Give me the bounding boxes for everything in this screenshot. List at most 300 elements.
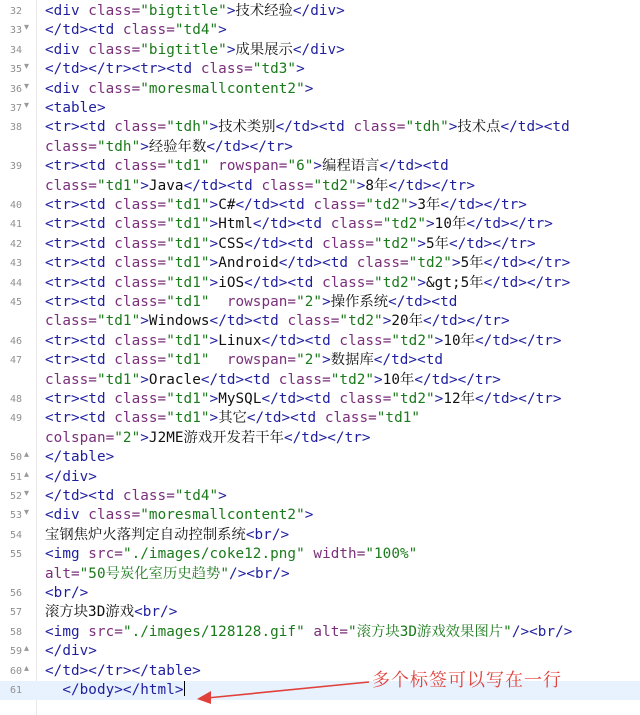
line-number: 45 — [9, 297, 22, 308]
code-token: 5年 — [460, 255, 484, 272]
code-text — [45, 448, 114, 467]
code-text — [45, 60, 305, 79]
line-number: 35 — [9, 64, 22, 76]
code-token: > — [417, 235, 427, 252]
code-token: alt= — [45, 565, 80, 582]
code-token: "滚方块3D游戏效果图片" — [348, 623, 512, 640]
code-token: </td><td — [235, 197, 314, 213]
code-token: </td><td — [45, 488, 123, 504]
code-token: J2ME游戏开发若干年 — [148, 429, 284, 446]
code-token: > — [322, 352, 331, 369]
code-token: class= — [114, 197, 167, 213]
code-text — [45, 41, 345, 60]
code-token: class= — [114, 255, 167, 272]
code-token: class= — [114, 158, 167, 175]
code-line[interactable] — [0, 409, 640, 428]
code-token: "td1" — [166, 255, 210, 272]
line-number: 55 — [9, 549, 22, 561]
code-token: > — [434, 332, 444, 349]
code-token: </td><td — [200, 371, 279, 388]
code-token: </td></tr> — [466, 216, 553, 233]
code-token: 滚方块3D游戏 — [45, 604, 135, 621]
code-token: </td><td — [500, 119, 570, 136]
code-token: "2" — [296, 352, 323, 369]
code-line[interactable] — [0, 60, 640, 79]
line-number: 52 — [9, 491, 22, 502]
code-token: "td2" — [330, 371, 375, 388]
code-token: class= — [339, 332, 392, 349]
code-text — [45, 487, 227, 506]
code-token: 10年 — [382, 371, 415, 388]
code-token: </body></html> — [45, 682, 184, 698]
code-token: > — [140, 313, 149, 330]
line-number: 56 — [9, 588, 22, 599]
code-token: <div — [45, 507, 89, 524]
code-token: </td></tr> — [206, 138, 293, 155]
code-token: "td3" — [252, 61, 297, 78]
code-token: alt= — [304, 623, 349, 640]
code-token: class= — [88, 80, 141, 97]
code-token: class= — [200, 61, 253, 78]
code-token: "td2" — [339, 313, 383, 330]
code-token: class= — [114, 235, 167, 252]
code-token: 8年 — [365, 177, 389, 194]
code-line[interactable] — [0, 642, 640, 661]
code-token: </td></tr> — [388, 177, 475, 194]
code-token: > — [451, 255, 461, 272]
code-token: <tr><td — [45, 216, 115, 233]
line-number: 60 — [9, 665, 22, 677]
line-number: 32 — [9, 6, 22, 17]
code-token: /><br/> — [511, 623, 573, 640]
code-line[interactable] — [0, 177, 640, 196]
line-number: 36 — [9, 83, 22, 95]
code-token: </td></tr> — [440, 197, 527, 213]
code-token: iOS — [218, 274, 245, 291]
line-number: 48 — [9, 394, 22, 405]
code-line[interactable] — [0, 584, 640, 603]
code-token: </td></tr> — [475, 332, 562, 349]
code-token: <tr><td — [45, 158, 115, 175]
line-number: 54 — [9, 529, 22, 541]
code-token: "td4" — [174, 22, 219, 39]
code-token: <table> — [45, 100, 106, 116]
code-token: </td><td — [278, 255, 357, 272]
code-token: "td2" — [365, 197, 409, 213]
code-line[interactable] — [0, 157, 640, 176]
fold-open-icon[interactable]: ▾ — [24, 507, 30, 519]
code-token: class= — [88, 507, 141, 524]
code-text — [45, 623, 572, 642]
code-token: > — [209, 410, 219, 427]
code-text — [45, 662, 201, 681]
code-token: > — [417, 274, 427, 291]
code-token: Oracle — [148, 371, 201, 388]
code-token: > — [140, 177, 149, 194]
code-text — [45, 99, 106, 118]
fold-close-icon[interactable]: ▴ — [24, 662, 30, 674]
code-token: </td></tr> — [483, 274, 571, 291]
code-token: "td1" — [166, 274, 210, 291]
code-line[interactable] — [0, 487, 640, 506]
code-token: > — [382, 313, 392, 330]
code-token: <tr><td — [45, 274, 115, 291]
code-line[interactable] — [0, 390, 640, 409]
code-text — [45, 80, 313, 99]
fold-open-icon[interactable]: ▾ — [24, 61, 30, 73]
code-text — [45, 409, 420, 428]
code-token: rowspan= — [209, 158, 288, 175]
text-cursor — [184, 681, 185, 696]
code-text — [45, 351, 443, 370]
code-token: 10年 — [434, 216, 467, 233]
code-text — [45, 545, 417, 564]
code-token: > — [218, 22, 227, 39]
code-line[interactable] — [0, 351, 640, 370]
code-token: Windows — [148, 313, 210, 330]
code-token: <tr><td — [45, 235, 115, 252]
code-token: </td><td — [373, 352, 444, 369]
code-token: </div> — [292, 3, 345, 19]
code-token: <tr><td — [45, 352, 115, 369]
code-token: colspan= — [45, 429, 115, 446]
code-token: class= — [261, 177, 314, 194]
code-token: class= — [122, 22, 175, 39]
fold-close-icon[interactable]: ▴ — [24, 449, 30, 461]
code-token: class= — [287, 313, 340, 330]
code-token: > — [304, 507, 314, 524]
code-token: class= — [356, 255, 409, 272]
code-token: </table> — [45, 449, 115, 466]
code-token: "50号炭化室历史趋势" — [79, 565, 230, 582]
red-arrow-icon — [195, 676, 373, 706]
code-text — [45, 235, 536, 254]
code-token: 成果展示 — [235, 41, 293, 58]
code-token: "td1" — [166, 197, 210, 213]
code-token: "td1" — [166, 235, 210, 252]
code-token: </td><td — [244, 235, 323, 252]
code-token: > — [304, 80, 314, 97]
code-text — [45, 681, 185, 700]
code-token: > — [313, 158, 323, 175]
line-number: 51 — [9, 471, 22, 483]
code-token: </td><td — [252, 216, 331, 233]
code-token: C# — [218, 197, 236, 213]
code-token: MySQL — [218, 391, 262, 407]
code-token: <tr><td — [45, 197, 115, 213]
code-token: class= — [313, 197, 366, 213]
line-number: 61 — [9, 685, 22, 696]
code-token: 技术点 — [457, 119, 501, 136]
code-token: 宝钢焦炉火落判定自动控制系统 — [45, 526, 246, 543]
code-token: > — [434, 391, 444, 407]
code-token: class= — [114, 352, 167, 369]
code-token: rowspan= — [209, 352, 297, 369]
code-token: "td1" — [166, 294, 210, 310]
line-number: 53 — [9, 510, 22, 522]
code-token: <tr><td — [45, 332, 115, 349]
code-token: "6" — [287, 158, 314, 175]
code-token: "tdh" — [96, 138, 141, 155]
code-token: <img — [45, 623, 89, 640]
code-token: 10年 — [443, 332, 475, 349]
code-token: > — [296, 61, 305, 78]
line-number: 50 — [9, 452, 22, 464]
code-line[interactable] — [0, 293, 640, 312]
code-token: Java — [148, 177, 184, 194]
code-token: "td1" — [96, 177, 141, 194]
code-token: > — [209, 197, 219, 213]
code-token: </td><td — [275, 119, 354, 136]
code-token: > — [209, 391, 219, 407]
code-token: 3年 — [417, 197, 441, 213]
code-line[interactable] — [0, 80, 640, 99]
code-token: class= — [114, 216, 167, 233]
code-token: <div — [45, 41, 89, 58]
line-number: 59 — [9, 646, 22, 658]
code-text — [45, 603, 177, 622]
code-token: > — [218, 488, 227, 504]
line-number: 42 — [9, 238, 22, 250]
code-token: > — [140, 371, 149, 388]
code-token: "tdh" — [405, 119, 449, 136]
code-line[interactable] — [0, 468, 640, 487]
line-number: 49 — [9, 413, 22, 425]
code-line[interactable] — [0, 235, 640, 254]
code-token: </td></tr> — [423, 313, 510, 330]
code-line[interactable] — [0, 254, 640, 273]
code-token: class= — [114, 332, 167, 349]
code-token: Html — [218, 216, 253, 233]
code-token: 技术类别 — [218, 119, 276, 136]
code-text — [45, 157, 449, 176]
code-text — [45, 196, 527, 215]
line-number: 43 — [9, 258, 22, 270]
code-token: class= — [114, 391, 167, 407]
code-token: CSS — [218, 235, 245, 252]
code-token: "td1" — [376, 410, 421, 427]
fold-close-icon[interactable]: ▴ — [24, 643, 30, 655]
code-token: "td1" — [96, 371, 141, 388]
code-token: "td1" — [166, 332, 210, 349]
code-token: 经验年数 — [148, 138, 207, 155]
code-line[interactable] — [0, 506, 640, 525]
line-number: 37 — [9, 103, 22, 114]
code-token: > — [426, 216, 435, 233]
code-token: "td2" — [382, 216, 426, 233]
line-number: 34 — [9, 44, 22, 56]
code-token: "td2" — [391, 391, 435, 407]
code-line[interactable] — [0, 448, 640, 467]
code-token: "td1" — [166, 410, 210, 427]
code-token: > — [209, 119, 219, 136]
code-token: > — [408, 197, 418, 213]
code-token: </td></tr> — [449, 235, 536, 252]
code-line[interactable] — [0, 332, 640, 351]
code-token: > — [140, 138, 149, 155]
code-token: </td></tr><tr><td — [45, 61, 201, 78]
code-token: class= — [322, 274, 375, 291]
code-token: "td4" — [174, 488, 219, 504]
code-token: > — [448, 119, 458, 136]
code-text — [45, 118, 570, 137]
code-token: /><br/> — [229, 565, 290, 582]
code-text — [45, 138, 293, 157]
code-token: class= — [353, 119, 406, 136]
code-token: 操作系统 — [330, 294, 389, 310]
line-number: 38 — [9, 122, 22, 134]
code-text — [45, 21, 227, 40]
code-line[interactable] — [0, 41, 640, 60]
code-token: class= — [88, 41, 141, 58]
code-line[interactable] — [0, 371, 640, 390]
code-token: <img — [45, 546, 89, 563]
fold-close-icon[interactable]: ▴ — [24, 468, 30, 480]
code-text — [45, 584, 88, 603]
code-line[interactable] — [0, 118, 640, 137]
fold-open-icon[interactable]: ▾ — [24, 100, 30, 111]
code-token: </td></tr> — [483, 255, 571, 272]
code-token: "bigtitle" — [140, 3, 227, 19]
code-text — [45, 506, 313, 525]
code-token: > — [374, 371, 383, 388]
code-token: "td1" — [166, 352, 210, 369]
code-token: class= — [122, 488, 175, 504]
code-line[interactable] — [0, 138, 640, 157]
code-token: </div> — [45, 468, 97, 485]
code-text — [45, 332, 562, 351]
code-token: "td2" — [374, 274, 418, 291]
code-token: > — [209, 274, 219, 291]
code-token: "td2" — [374, 235, 418, 252]
code-line[interactable] — [0, 2, 640, 21]
code-line[interactable] — [0, 215, 640, 234]
code-token: "./images/coke12.png" — [122, 546, 305, 563]
code-token: Android — [218, 255, 279, 272]
code-token: > — [322, 294, 331, 310]
code-line[interactable] — [0, 565, 640, 584]
code-token: "td2" — [408, 255, 452, 272]
code-token: 12年 — [443, 391, 475, 407]
code-token: "moresmallcontent2" — [140, 507, 305, 524]
code-token: <br/> — [245, 526, 290, 543]
code-token: width= — [304, 546, 366, 563]
code-token: </td></tr></table> — [45, 662, 201, 679]
code-token: "td1" — [166, 158, 210, 175]
code-token: <tr><td — [45, 119, 115, 136]
code-text — [45, 274, 570, 293]
line-number: 39 — [9, 161, 22, 173]
code-token: </td></tr> — [414, 371, 501, 388]
code-line[interactable] — [0, 545, 640, 564]
code-token: "moresmallcontent2" — [140, 80, 305, 97]
code-text — [45, 2, 345, 21]
code-token: </td><td — [45, 22, 123, 39]
code-token: <tr><td — [45, 255, 115, 272]
code-text — [45, 565, 290, 584]
code-token: <tr><td — [45, 391, 115, 407]
code-token: src= — [88, 623, 123, 640]
code-text — [45, 312, 510, 331]
fold-open-icon[interactable]: ▾ — [24, 22, 30, 34]
code-token: class= — [45, 177, 97, 194]
code-token: "tdh" — [166, 119, 210, 136]
code-text — [45, 177, 475, 196]
code-token: </td><td — [183, 177, 262, 194]
code-token: class= — [114, 410, 167, 427]
code-token: <tr><td — [45, 294, 115, 310]
code-token: </td></tr> — [283, 429, 371, 446]
code-token: > — [209, 235, 219, 252]
code-line[interactable] — [0, 196, 640, 215]
line-number: 58 — [9, 626, 22, 638]
code-token: 技术经验 — [235, 3, 293, 19]
fold-open-icon[interactable]: ▾ — [24, 80, 30, 92]
code-token: <div — [45, 80, 89, 97]
code-token: </td><td — [244, 274, 323, 291]
line-number: 41 — [9, 219, 22, 231]
code-token: src= — [88, 546, 123, 563]
code-text — [45, 390, 562, 409]
code-token: class= — [330, 216, 383, 233]
code-token: class= — [114, 274, 167, 291]
code-token: 5年 — [426, 235, 450, 252]
line-number: 46 — [9, 335, 22, 347]
code-token: 数据库 — [330, 352, 374, 369]
code-token: class= — [339, 391, 392, 407]
code-line[interactable] — [0, 623, 640, 642]
code-token: > — [209, 332, 219, 349]
code-line[interactable] — [0, 429, 640, 448]
code-token: class= — [324, 410, 377, 427]
code-line[interactable] — [0, 274, 640, 293]
code-token: "2" — [114, 429, 141, 446]
code-line[interactable] — [0, 99, 640, 118]
code-line[interactable] — [0, 603, 640, 622]
code-token: "td2" — [313, 177, 357, 194]
code-text — [45, 293, 457, 312]
code-token: "./images/128128.gif" — [122, 623, 305, 640]
code-token: "td1" — [166, 216, 210, 233]
code-token: </div> — [292, 41, 345, 58]
code-token: &gt;5年 — [426, 274, 484, 291]
code-text — [45, 468, 97, 487]
code-token: 其它 — [218, 410, 247, 427]
fold-open-icon[interactable]: ▾ — [24, 488, 30, 499]
code-token: </td><td — [261, 332, 340, 349]
code-token: "td1" — [96, 313, 141, 330]
code-token: "td2" — [391, 332, 435, 349]
code-token: </td></tr> — [475, 391, 562, 407]
line-number: 40 — [9, 200, 22, 211]
code-text — [45, 215, 553, 234]
code-token: "100%" — [365, 546, 418, 563]
code-token: Linux — [218, 332, 262, 349]
code-text — [45, 642, 97, 661]
code-token: 编程语言 — [322, 158, 380, 175]
code-token: <br/> — [134, 604, 178, 621]
code-text — [45, 254, 570, 273]
code-token: class= — [322, 235, 375, 252]
code-line[interactable] — [0, 526, 640, 545]
code-line[interactable] — [0, 312, 640, 331]
code-line[interactable] — [0, 21, 640, 40]
code-token: class= — [45, 371, 97, 388]
code-token: 20年 — [391, 313, 424, 330]
code-token: class= — [45, 313, 97, 330]
annotation-label: 多个标签可以写在一行 — [372, 670, 562, 691]
code-text — [45, 526, 289, 545]
